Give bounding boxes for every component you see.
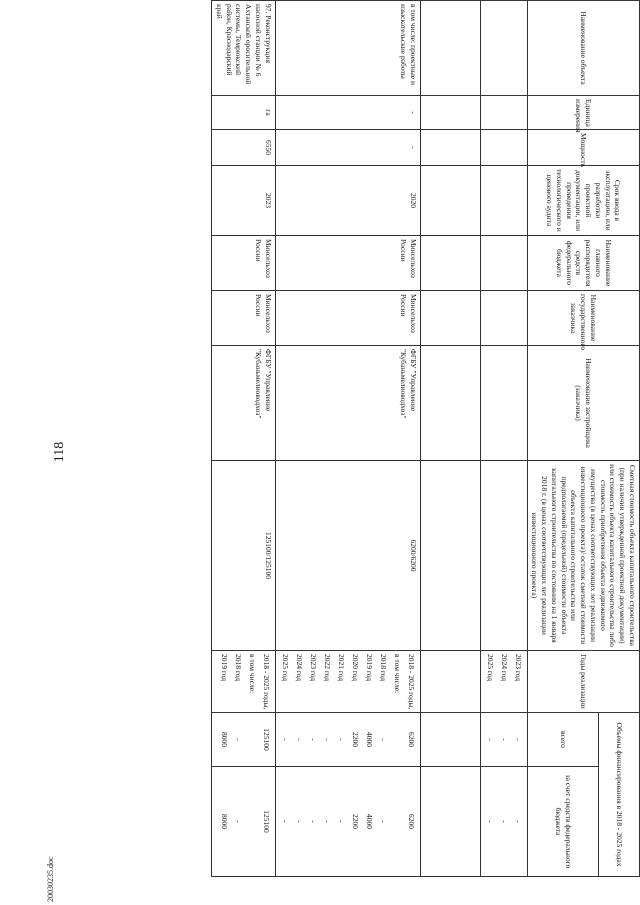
total-value: - [280,738,290,741]
federal-value: 8000 [219,814,229,829]
total-value: 2200 [350,732,360,747]
object-name: в том числе: проектные и изыскательские работы [275,1,420,96]
year-label: 2019 год [364,654,374,682]
header-object-name: Наименование объекта [527,1,639,96]
total-value [245,716,259,763]
federal-value: - [294,820,304,823]
total-value: - [336,738,346,741]
total-value: - [322,738,332,741]
estimated-cost-value: 6200/6200 [275,461,420,651]
state-customer-value: Минсельхоз России [275,291,420,346]
total-value: - [513,738,523,741]
commissioning-value: 2023 [212,166,276,236]
total-value: - [233,738,243,741]
header-chief-administrator: Наименование главного распорядителя средств федерального бюджета [527,236,639,291]
year-label: 2018 год [233,654,243,682]
table-row [480,1,527,877]
unit-value: - [275,96,420,130]
federal-cell [480,767,527,877]
federal-value [245,770,259,873]
year-label: 2021 год [336,654,346,682]
federal-value: - [280,820,290,823]
federal-cell [275,767,420,877]
object-name-text: Реконструкция насосной станции № 6 Ахтанской оросительной системы, Темрюкский район, Краснодарский край [215,4,273,85]
federal-value: 4000 [364,814,374,829]
total-value: 8000 [219,732,229,747]
total-cell [480,713,527,767]
year-label: в том числе: [247,654,257,694]
rotated-page-content [80,0,640,876]
year-label: 2018 - 2025 годы, [261,654,271,710]
developer-value: ФГБУ "Управление "Кубаньмелиоводхоз" [212,346,276,461]
total-cell [275,713,420,767]
header-row [599,1,640,877]
year-label: 2018 - 2025 годы, [406,654,416,710]
developer-value: ФГБУ "Управление "Кубаньмелиоводхоз" [275,346,420,461]
unit-value: га [212,96,276,130]
year-label: 2023 год [308,654,318,682]
year-label: 2019 год [219,654,229,682]
commissioning-value: 2020 [275,166,420,236]
federal-value: - [378,820,388,823]
table-row [275,1,420,877]
object-name [212,1,276,96]
federal-value: 2200 [350,814,360,829]
years-cell [275,651,420,713]
year-label: в том числе: [392,654,402,694]
table-row [420,1,480,877]
total-cell [212,713,276,767]
years-cell [480,651,527,713]
year-label: 2024 год [499,654,509,682]
federal-value [390,770,404,873]
header-funding-group: Объемы финансирования в 2018 - 2025 годах [599,713,640,877]
federal-cell [212,767,276,877]
chief-administrator-value: Минсельхоз России [275,236,420,291]
federal-value: - [233,820,243,823]
total-value [390,716,404,763]
year-label: 2025 год [280,654,290,682]
capacity-value: 6550 [212,130,276,166]
total-value: 125100 [261,728,271,751]
table-row [212,1,276,877]
total-value: - [499,738,509,741]
federal-value: - [513,820,523,823]
total-value: 4000 [364,732,374,747]
header-capacity: Мощность [527,130,639,166]
total-value: - [294,738,304,741]
header-commissioning: Срок ввода в эксплуатацию, или разработки проектной документации, или проведения технологического и ценового аудита [527,166,639,236]
year-label: 2023 год [513,654,523,682]
header-state-customer: Наименование государственного заказчика [527,291,639,346]
year-label: 2020 год [350,654,360,682]
total-value: - [485,738,495,741]
total-value: 6200 [406,732,416,747]
object-index: 97. [263,4,273,14]
header-federal: за счет средств федерального бюджета [527,767,598,877]
header-developer: Наименование застройщика (заказчика) [527,346,639,461]
chief-administrator-value: Минсельхоз России [212,236,276,291]
federal-value: - [485,820,495,823]
federal-value: - [499,820,509,823]
federal-value: - [336,820,346,823]
footer-filename: 20030235.doc [46,856,55,902]
federal-value: 125100 [261,810,271,833]
page-number: 118 [52,441,67,463]
federal-value: - [308,820,318,823]
year-label: 2022 год [322,654,332,682]
year-label: 2024 год [294,654,304,682]
total-value: - [378,738,388,741]
header-unit: Единица измерения [527,96,639,130]
header-years: Годы реализации [527,651,639,713]
investment-table [211,0,640,877]
federal-value: - [322,820,332,823]
year-label: 2018 год [378,654,388,682]
federal-value: 6200 [406,814,416,829]
total-value: - [308,738,318,741]
state-customer-value: Минсельхоз России [212,291,276,346]
years-cell [212,651,276,713]
capacity-value: - [275,130,420,166]
estimated-cost-value: 125100/125100 [212,461,276,651]
year-label: 2025 год [485,654,495,682]
header-total: всего [527,713,598,767]
header-estimated-cost: Сметная стоимость объекта капитального строительства (при наличии утвержденной проектной документации) или стоимость объекта капитального строительства либо стоимость приобретения объекта недвижимого имущества (в ценах соответствующих лет реализации инвестиционного проекта)/ остаток сметной стоимости объекта капитального строительства или предполагаемой (предельной) стоимости объекта капитального строительства по состоянию на 1 января 2018 г. (в ценах соответствующих лет реализации инвестиционного проекта) [527,461,639,651]
